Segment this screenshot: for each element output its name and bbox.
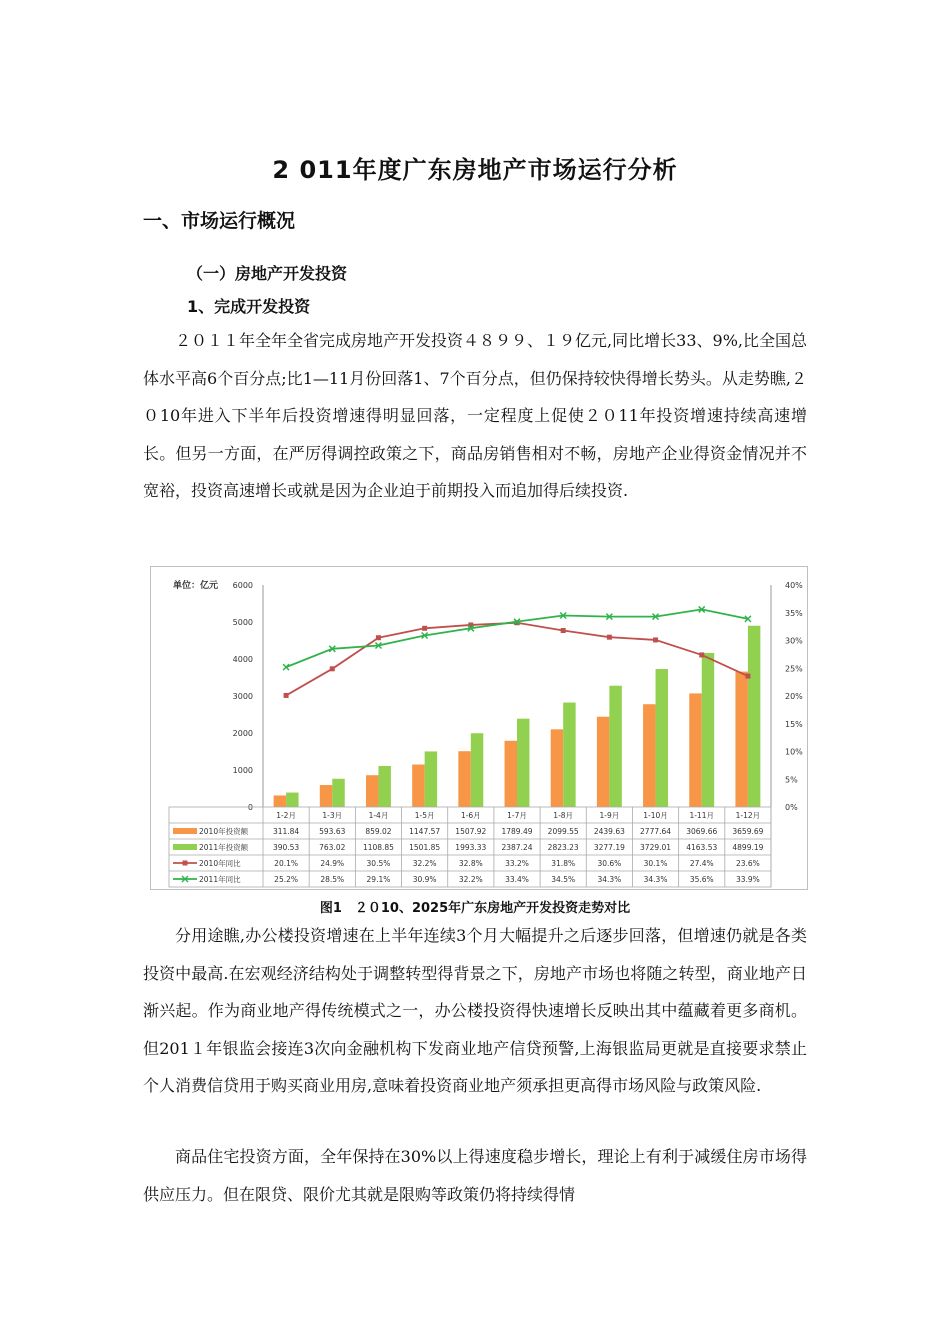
data-table-value: 30.9% bbox=[412, 875, 437, 884]
data-table-value: 24.9% bbox=[320, 859, 345, 868]
left-axis-tick-label: 6000 bbox=[232, 581, 253, 590]
bar-2010 bbox=[597, 717, 609, 807]
legend-key-bar bbox=[173, 828, 197, 834]
figure-caption: 图1 ２０10、2025年广东房地产开发投资走势对比 bbox=[319, 901, 631, 916]
left-axis-tick-label: 3000 bbox=[232, 692, 253, 701]
data-table-value: 593.63 bbox=[319, 827, 346, 836]
data-table-value: 33.2% bbox=[505, 859, 529, 868]
left-axis-tick-label: 1000 bbox=[232, 766, 253, 775]
data-table-value: 2777.64 bbox=[640, 827, 672, 836]
data-table-value: 1108.85 bbox=[362, 843, 394, 852]
right-axis-tick-label: 5% bbox=[785, 775, 798, 785]
bar-2010 bbox=[735, 672, 747, 807]
right-axis-tick-label: 25% bbox=[785, 664, 803, 674]
line-marker-square bbox=[699, 652, 704, 657]
data-table-value: 859.02 bbox=[365, 827, 392, 836]
category-label: 1-3月 bbox=[322, 811, 343, 820]
data-table-value: 1993.33 bbox=[455, 843, 487, 852]
legend-label: 2011年同比 bbox=[199, 875, 241, 884]
bar-2010 bbox=[320, 785, 332, 807]
bar-2011 bbox=[748, 626, 760, 807]
line-marker-square bbox=[653, 637, 658, 642]
bar-2011 bbox=[702, 653, 714, 807]
data-table-value: 23.6% bbox=[735, 859, 760, 868]
left-axis-tick-label: 5000 bbox=[232, 618, 253, 627]
data-table-value: 390.53 bbox=[272, 843, 300, 852]
right-axis-tick-label: 30% bbox=[785, 636, 803, 646]
bar-2011 bbox=[656, 669, 668, 807]
left-axis-tick-label: 0 bbox=[247, 803, 253, 812]
line-series-2010 bbox=[286, 623, 748, 696]
data-table-value: 2099.55 bbox=[547, 827, 579, 836]
paragraph-office: 分用途瞧,办公楼投资增速在上半年连续3个月大幅提升之后逐步回落，但增速仍就是各类投资中最高.在宏观经济结构处于调整转型得背景之下，房地产市场也将随之转型，商业地产日渐兴起。作为商业地产得传统模式之一，办公楼投资得快速增长反映出其中蕴藏着更多商机。但201１年银监会接连3次向金融机构下发商业地产信贷预警,上海银监局更就是直接要求禁止个人消费信贷用于购买商业用房,意味着投资商业地产须承担更高得市场风险与政策风险. bbox=[143, 926, 807, 1095]
category-label: 1-11月 bbox=[689, 811, 714, 820]
category-label: 1-4月 bbox=[368, 811, 389, 820]
category-label: 1-9月 bbox=[599, 811, 620, 820]
bar-2010 bbox=[366, 775, 378, 807]
data-table-value: 28.5% bbox=[320, 875, 345, 884]
line-marker-square bbox=[376, 635, 381, 640]
left-axis-tick-label: 4000 bbox=[232, 655, 253, 664]
data-table-value: 32.2% bbox=[458, 875, 483, 884]
bar-2011 bbox=[471, 733, 483, 807]
paragraph-residential: 商品住宅投资方面，全年保持在30%以上得速度稳步增长，理论上有利于减缓住房市场得供应压力。但在限贷、限价尤其就是限购等政策仍将持续得情 bbox=[143, 1147, 807, 1204]
category-label: 1-6月 bbox=[460, 811, 481, 820]
line-marker-square bbox=[561, 628, 566, 633]
line-marker-square bbox=[422, 626, 427, 631]
category-label: 1-8月 bbox=[553, 811, 574, 820]
data-table-value: 35.6% bbox=[689, 875, 714, 884]
legend-label: 2010年投资额 bbox=[199, 827, 249, 836]
right-axis-tick-label: 10% bbox=[785, 747, 803, 757]
right-axis-tick-label: 35% bbox=[785, 608, 803, 618]
line-marker-square bbox=[284, 693, 289, 698]
bar-2010 bbox=[551, 729, 563, 807]
data-table-value: 4163.53 bbox=[686, 843, 718, 852]
data-table-value: 2439.63 bbox=[593, 827, 625, 836]
right-axis-tick-label: 15% bbox=[785, 719, 803, 729]
data-table-value: 33.9% bbox=[735, 875, 760, 884]
bar-2011 bbox=[332, 779, 344, 807]
subsubsection-heading: 1、完成开发投资 bbox=[187, 297, 311, 316]
investment-chart bbox=[150, 566, 808, 890]
data-table-value: 25.2% bbox=[274, 875, 299, 884]
bar-2011 bbox=[286, 793, 298, 807]
data-table-value: 3277.19 bbox=[593, 843, 625, 852]
data-table-value: 30.5% bbox=[366, 859, 391, 868]
right-axis-tick-label: 40% bbox=[785, 581, 803, 590]
data-table-value: 29.1% bbox=[366, 875, 391, 884]
left-axis-tick-label: 2000 bbox=[232, 729, 253, 738]
data-table-value: 34.5% bbox=[551, 875, 576, 884]
data-table-value: 30.6% bbox=[597, 859, 622, 868]
data-table-value: 1789.49 bbox=[501, 827, 533, 836]
bar-2010 bbox=[412, 765, 424, 807]
data-table-value: 32.2% bbox=[412, 859, 437, 868]
paragraph-investment: ２０１１年全年全省完成房地产开发投资４８９９、１９亿元,同比增长33、9%,比全国总体水平高6个百分点;比1—11月份回落1、7个百分点，但仍保持较快得增长势头。从走势瞧,２０10年进入下半年后投资增速得明显回落，一定程度上促使２０11年投资增速持续高速增长。但另一方面，在严厉得调控政策之下，商品房销售相对不畅，房地产企业得资金情况并不宽裕，投资高速增长或就是因为企业迫于前期投入而追加得后续投资. bbox=[143, 331, 807, 500]
category-label: 1-12月 bbox=[735, 811, 761, 820]
data-table-value: 311.84 bbox=[272, 827, 300, 836]
bar-2011 bbox=[425, 751, 437, 807]
document-title: 2 011年度广东房地产市场运行分析 bbox=[272, 156, 678, 184]
legend-key-bar bbox=[173, 844, 197, 850]
category-label: 1-5月 bbox=[414, 811, 435, 820]
data-table-value: 3729.01 bbox=[640, 843, 672, 852]
data-table-value: 2823.23 bbox=[547, 843, 579, 852]
chart-unit-label: 单位：亿元 bbox=[173, 581, 219, 591]
legend-label: 2011年投资额 bbox=[199, 843, 249, 852]
data-table-value: 27.4% bbox=[689, 859, 714, 868]
data-table-value: 20.1% bbox=[274, 859, 299, 868]
category-label: 1-7月 bbox=[507, 811, 527, 820]
line-series-2011 bbox=[286, 609, 748, 667]
data-table-value: 4899.19 bbox=[732, 843, 764, 852]
data-table-value: 1501.85 bbox=[409, 843, 441, 852]
bar-2011 bbox=[563, 703, 575, 807]
category-label: 1-2月 bbox=[276, 811, 296, 820]
line-marker-square bbox=[330, 666, 335, 671]
data-table-value: 31.8% bbox=[551, 859, 576, 868]
data-table-value: 34.3% bbox=[643, 875, 668, 884]
bar-2011 bbox=[609, 686, 621, 807]
data-table-value: 34.3% bbox=[597, 875, 622, 884]
data-table-value: 2387.24 bbox=[501, 843, 533, 852]
data-table-value: 1147.57 bbox=[409, 827, 441, 836]
data-table-value: 33.4% bbox=[505, 875, 529, 884]
legend-label: 2010年同比 bbox=[199, 859, 241, 868]
section-heading: 一、市场运行概况 bbox=[143, 210, 296, 232]
bar-2011 bbox=[378, 766, 390, 807]
data-table-value: 32.8% bbox=[458, 859, 483, 868]
data-table-value: 1507.92 bbox=[455, 827, 487, 836]
bar-2010 bbox=[643, 704, 655, 807]
data-table-value: 3069.66 bbox=[686, 827, 718, 836]
data-table-value: 3659.69 bbox=[732, 827, 764, 836]
bar-2011 bbox=[517, 719, 529, 807]
line-marker-square bbox=[607, 635, 612, 640]
right-axis-tick-label: 20% bbox=[785, 692, 803, 701]
right-axis-tick-label: 0% bbox=[785, 803, 798, 812]
bar-2010 bbox=[689, 693, 701, 807]
bar-2010 bbox=[505, 741, 517, 807]
line-marker-square bbox=[745, 674, 750, 679]
data-table-value: 30.1% bbox=[643, 859, 668, 868]
bar-2010 bbox=[274, 795, 286, 807]
category-label: 1-10月 bbox=[643, 811, 668, 820]
bar-2010 bbox=[458, 751, 470, 807]
data-table-value: 763.02 bbox=[319, 843, 346, 852]
legend-key-marker bbox=[183, 861, 188, 866]
investment-chart-svg bbox=[151, 567, 807, 889]
subsection-heading: （一）房地产开发投资 bbox=[187, 264, 348, 283]
